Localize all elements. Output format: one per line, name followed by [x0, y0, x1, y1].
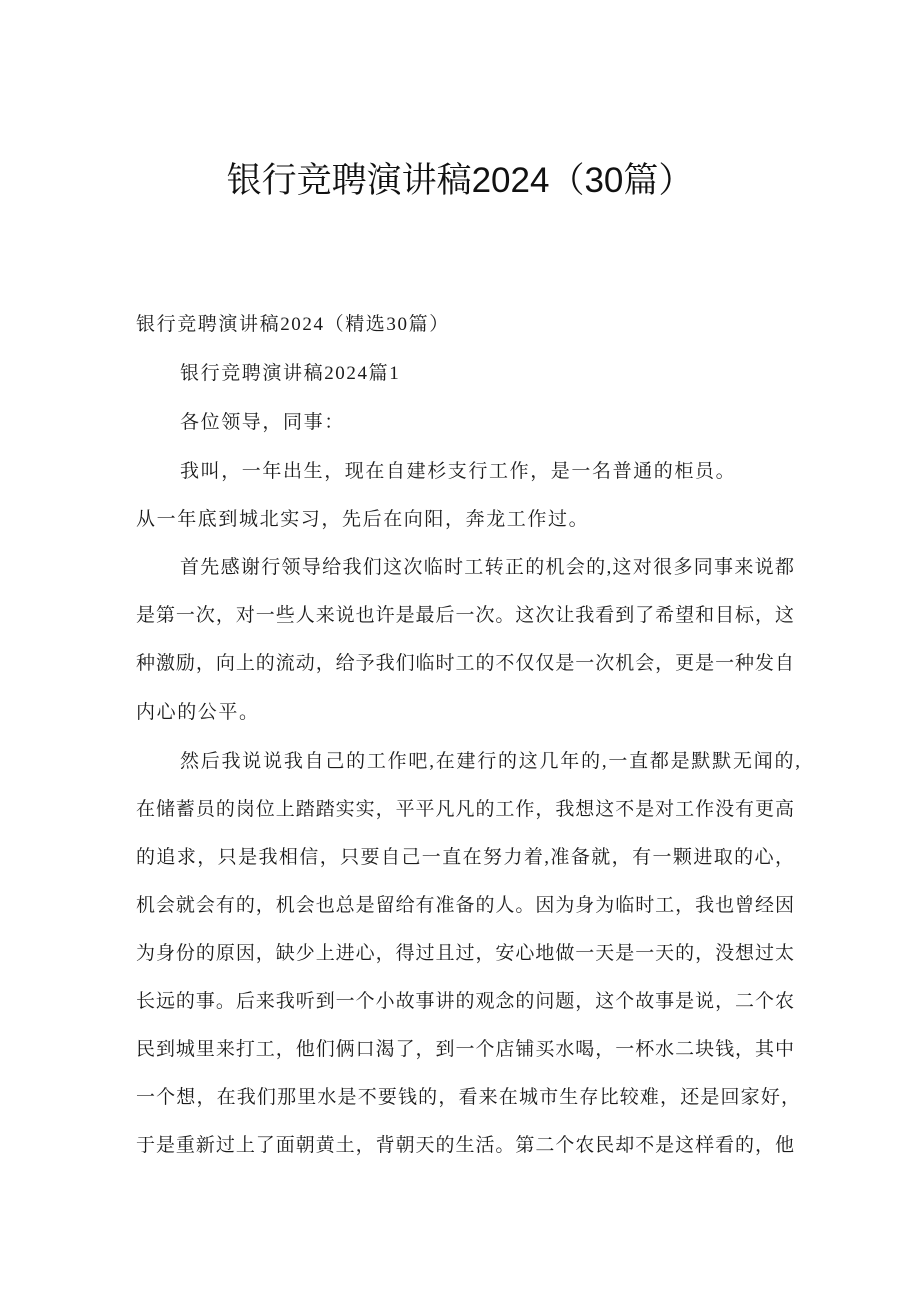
paragraph-3-line-7: 民到城里来打工，他们俩口渴了，到一个店铺买水喝，一杯水二块钱，其中	[136, 1039, 794, 1060]
paragraph-3-line-5: 为身份的原因，缺少上进心，得过且过，安心地做一天是一天的，没想过太	[136, 943, 794, 964]
salutation: 各位领导，同事：	[180, 412, 345, 433]
paragraph-3-line-2: 在储蓄员的岗位上踏踏实实，平平凡凡的工作，我想这不是对工作没有更高	[136, 799, 794, 820]
paragraph-2-line-1: 首先感谢行领导给我们这次临时工转正的机会的,这对很多同事来说都	[180, 557, 794, 578]
paragraph-2-line-4: 内心的公平。	[136, 702, 260, 723]
section-heading: 银行竞聘演讲稿2024篇1	[180, 363, 401, 384]
paragraph-3-line-9: 于是重新过上了面朝黄土，背朝天的生活。第二个农民却不是这样看的，他	[136, 1135, 794, 1156]
paragraph-2-line-2: 是第一次，对一些人来说也许是最后一次。这次让我看到了希望和目标，这	[136, 605, 794, 626]
document-subtitle: 银行竞聘演讲稿2024（精选30篇）	[136, 314, 450, 335]
paragraph-3-line-6: 长远的事。后来我听到一个小故事讲的观念的问题，这个故事是说，二个农	[136, 991, 794, 1012]
paragraph-2-line-3: 种激励，向上的流动，给予我们临时工的不仅仅是一次机会，更是一种发自	[136, 653, 794, 674]
paragraph-3-line-4: 机会就会有的，机会也总是留给有准备的人。因为身为临时工，我也曾经因	[136, 895, 794, 916]
document-title: 银行竞聘演讲稿2024（30篇）	[226, 161, 694, 200]
paragraph-3-line-8: 一个想，在我们那里水是不要钱的，看来在城市生存比较难，还是回家好，	[136, 1087, 800, 1108]
paragraph-1-line-2: 从一年底到城北实习，先后在向阳，奔龙工作过。	[136, 509, 590, 530]
paragraph-3-line-3: 的追求，只是我相信，只要自己一直在努力着,准备就，有一颗进取的心，	[136, 847, 794, 868]
paragraph-1-line-1: 我叫，一年出生，现在自建杉支行工作，是一名普通的柜员。	[180, 461, 737, 482]
paragraph-3-line-1: 然后我说说我自己的工作吧,在建行的这几年的,一直都是默默无闻的,	[180, 751, 800, 772]
